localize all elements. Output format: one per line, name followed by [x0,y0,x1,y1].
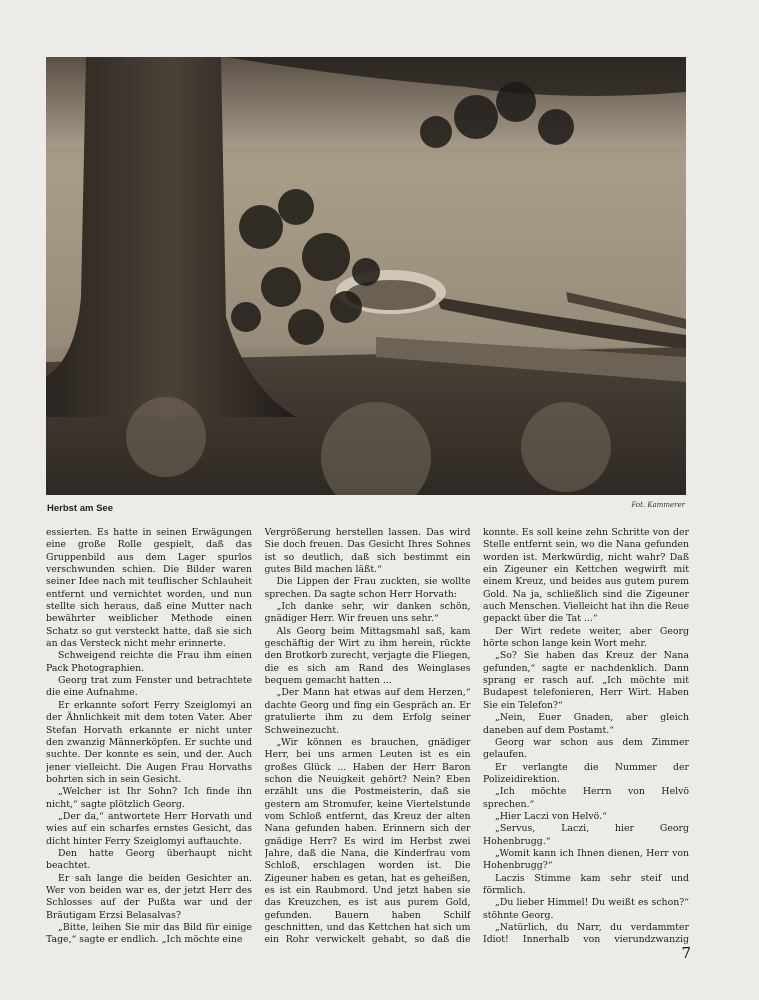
paragraph: Er erkannte sofort Ferry Szeiglomyi an der Ähnlichkeit mit dem toten Vater. Aber Stefan Horvath erkannte er nicht unter den zwanzig Männerköpfen. Er suchte und suchte. Der konnte es sein, und der. Auch jener vielleicht. Die Augen Frau Horvaths bohrten sich in sein Gesicht. [46,699,252,785]
paragraph: „Ich danke sehr, wir danken schön, gnädiger Herr. Wir freuen uns sehr.“ [264,601,471,625]
paragraph: Georg war schon aus dem Zimmer gelaufen. [483,736,689,761]
paragraph: „Der Mann hat etwas auf dem Herzen,“ dachte Georg und fing ein Gespräch an. Er gratulierte ihm zu dem Erfolg seiner Schweinezucht. [264,687,471,736]
paragraph: „Hier Laczi von Helvö.“ [495,810,607,822]
paragraph: „Welcher ist Ihr Sohn? Ich finde ihn nicht,“ sagte plötzlich Georg. [46,786,252,810]
paragraph: „Ich möchte Herrn von Helvö sprechen.“ [483,786,689,810]
paragraph: „Wir können es brauchen, gnädiger Herr, bei uns armen Leuten ist es ein großes Glück ... Haben der Herr Baron schon die Neuigkeit gehört? Nein? Eben erzählt uns die Postmeisterin, daß sie gestern am Stromufer, keine Viertelstunde vom Schloß entfernt, das Kreuz der alten Nana gefunden haben. Erinnern sich der gnädige Herr? Es wird im Herbst zwei Jahre, daß die Nana, die Kinderfrau vom Schloß, erschlagen worden ist. Die Zigeuner haben es getan, hat es geheißen, es ist ein Raubmord. Und jetzt haben sie das Kreuzchen, es ist aus purem Gold, gefunden. Bauern haben Schilf geschnitten, und das Kettchen hat sich um ein Rohr verwickelt gehabt, so daß die [264,736,471,946]
paragraph: „Womit kann ich Ihnen dienen, Herr von Hohenbrugg?“ [483,847,689,872]
paragraph: konnte. Es soll keine zehn Schritte von der Stelle entfernt sein, wo die Nana gefunden worden ist. Merkwürdig, nicht wahr? Daß ein Zigeuner ein Kettchen wegwirft mit einem Kreuz, und beides aus gutem purem Gold. Na ja, schließlich sind die Zigeuner auch Menschen. Vielleicht hat ihn die Reue gepackt über die Tat ...“ [483,527,689,625]
paragraph: „Natürlich, du Narr, du verdammter Idiot! Innerhalb von vierundzwanzig [483,922,689,946]
paragraph: Die Lippen der Frau zuckten, sie wollte sprechen. Da sagte schon Herr Horvath: [264,576,471,600]
article-body [46,527,689,947]
paragraph: Georg trat zum Fenster und betrachtete die eine Aufnahme. [46,675,252,699]
paragraph: Schweigend reichte die Frau ihm einen Pack Photographien. [46,650,252,674]
text-column-1 [46,527,252,947]
paragraph: Vergrößerung herstellen lassen. Das wird Sie doch freuen. Das Gesicht Ihres Sohnes ist so deutlich, daß sich bestimmt ein gutes Bild machen läßt.“ [264,527,471,576]
paragraph: „Nein, Euer Gnaden, aber gleich daneben auf dem Postamt.“ [483,712,689,736]
text-column-3 [483,527,689,947]
paragraph: Den hatte Georg überhaupt nicht beachtet. [46,847,252,872]
paragraph: essierten. Es hatte in seinen Erwägungen eine große Rolle gespielt, daß das Gruppenbild aus dem Lager spurlos verschwunden schien. Die Bilder waren seiner Idee nach mit teuflischer Schlauheit entfernt und vernichtet worden, und nun stellte sich heraus, daß eine Mutter nach bewährter weiblicher Methode einen Schatz so gut versteckt hatte, daß sie sich an das Versteck nicht mehr erinnerte. [46,527,252,650]
paragraph: Als Georg beim Mittagsmahl saß, kam geschäftig der Wirt zu ihm herein, rückte den Brotkorb zurecht, verjagte die Fliegen, die es sich am Rand des Weinglases bequem gemacht hatten ... [264,625,471,687]
paragraph: „Servus, Laczi, hier Georg Hohenbrugg.“ [483,823,689,847]
photo-credit: Fot. Kammerer [631,501,685,509]
paragraph: Er verlangte die Nummer der Polizeidirektion. [483,761,689,785]
paragraph: Er sah lange die beiden Gesichter an. Wer von beiden war es, der jetzt Herr des Schlosses auf der Pußta war und der Bräutigam Erzsi Belasalvas? [46,872,252,921]
paragraph: Der Wirt redete weiter, aber Georg hörte schon lange kein Wort mehr. [483,625,689,650]
paragraph: „So? Sie haben das Kreuz der Nana gefunden,“ sagte er nachdenklich. Dann sprang er rasch auf. „Ich möchte mit Budapest telefonieren, Herr Wirt. Haben Sie ein Telefon?“ [483,650,689,711]
paragraph: „Du lieber Himmel! Du weißt es schon?“ stöhnte Georg. [483,897,689,921]
page-number: 7 [681,944,691,962]
paragraph: „Der da,“ antwortete Herr Horvath und wies auf ein scharfes ernstes Gesicht, das dicht hinter Ferry Szeiglomyi auftauchte. [46,810,252,847]
paragraph: Laczis Stimme kam sehr steif und förmlich. [483,872,689,896]
autumn-lake-photo [46,57,686,495]
text-column-2 [265,527,471,947]
paragraph: „Bitte, leihen Sie mir das Bild für einige Tage,“ sagte er endlich. „Ich möchte eine [46,922,252,946]
photo-caption: Herbst am See [47,503,114,514]
